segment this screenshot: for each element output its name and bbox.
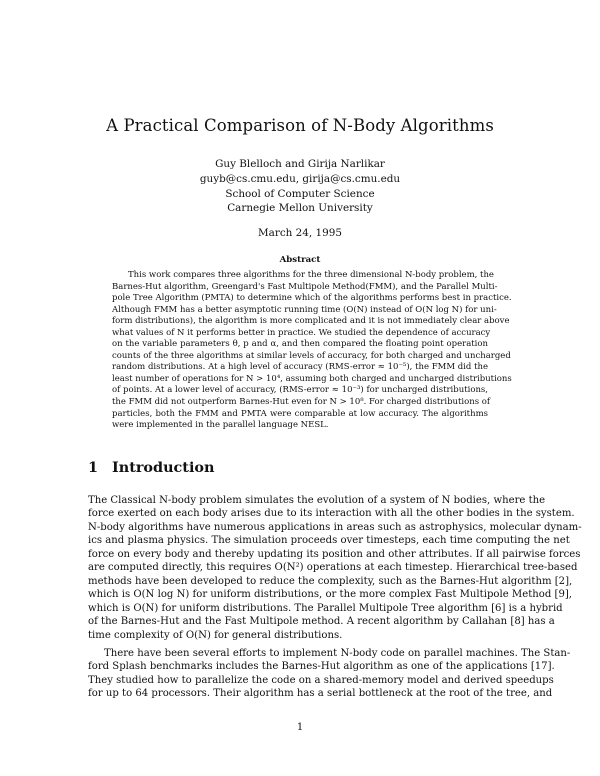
abstract-line: were implemented in the parallel language NESL. [112, 420, 329, 431]
abstract-line: counts of the three algorithms at similar levels of accuracy, for both charged and uncharged [112, 350, 511, 361]
abstract-body [112, 270, 512, 432]
body-line: There have been several efforts to implement N-body code on parallel machines. The Stan- [104, 648, 571, 659]
body-line: N-body algorithms have numerous applications in areas such as astrophysics, molecular dynam- [88, 521, 582, 533]
body-line: ford Splash benchmarks includes the Barnes-Hut algorithm as one of the applications [17]. [88, 661, 555, 673]
author-university: Carnegie Mellon University [227, 202, 373, 215]
abstract-line: least number of operations for N > 10⁴, assuming both charged and uncharged distributions [112, 373, 512, 384]
body-line: time complexity of O(N) for general distributions. [88, 629, 343, 641]
paper-date: March 24, 1995 [258, 227, 342, 239]
body-line: ics and plasma physics. The simulation proceeds over timesteps, each time computing the net [88, 535, 570, 547]
author-school: School of Computer Science [225, 187, 375, 200]
body-line: force exerted on each body arises due to its interaction with all the other bodies in the system. [88, 508, 575, 520]
paper-title: A Practical Comparison of N-Body Algorithms [106, 116, 494, 135]
body-line: of the Barnes-Hut and the Fast Multipole method. A recent algorithm by Callahan [8] has a [88, 616, 555, 628]
page-number: 1 [296, 722, 304, 733]
body-line: which is O(N log N) for uniform distributions, or the more complex Fast Multipole Method [9], [88, 589, 573, 601]
abstract-line: particles, both the FMM and PMTA were comparable at low accuracy. The algorithms [112, 408, 488, 419]
abstract-line: This work compares three algorithms for the three dimensional N-body problem, the [128, 270, 494, 280]
intro-paragraph-2 [88, 647, 571, 701]
intro-paragraph-1 [88, 494, 582, 642]
abstract-line: pole Tree Algorithm (PMTA) to determine which of the algorithms performs best in practice. [112, 293, 512, 304]
abstract-line: Barnes-Hut algorithm, Greengard's Fast Multipole Method(FMM), and the Parallel Multi- [112, 281, 498, 292]
author-block [0, 157, 600, 216]
section-title: Introduction [112, 459, 215, 476]
abstract-line: random distributions. At a high level of accuracy (RMS-error ≈ 10⁻⁵), the FMM did the [112, 362, 488, 373]
body-line: The Classical N-body problem simulates the evolution of a system of N bodies, where the [88, 495, 546, 506]
section-number: 1 [88, 459, 99, 476]
body-line: which is O(N) for uniform distributions. The Parallel Multipole Tree algorithm [6] is a hybrid [88, 602, 563, 614]
body-line: force on every body and thereby updating its position and other attributes. If all pairwise forces [88, 548, 581, 560]
author-emails: guyb@cs.cmu.edu, girija@cs.cmu.edu [199, 172, 401, 185]
abstract-line: of points. At a lower level of accuracy, (RMS-error ≈ 10⁻³) for uncharged distributions, [112, 385, 488, 396]
abstract-line: the FMM did not outperform Barnes-Hut even for N > 10⁸. For charged distributions of [112, 397, 491, 408]
abstract-line: on the variable parameters θ, p and α, and then compared the floating point operation [112, 339, 488, 350]
body-line: methods have been developed to reduce the complexity, such as the Barnes-Hut algorithm [2], [88, 575, 573, 587]
author-names: Guy Blelloch and Girija Narlikar [215, 158, 385, 170]
section-heading [88, 459, 214, 476]
body-line: for up to 64 processors. Their algorithm has a serial bottleneck at the root of the tree, and [88, 688, 553, 700]
abstract-line: form distributions), the algorithm is more complicated and it is not immediately clear above [112, 316, 510, 327]
abstract-heading: Abstract [279, 255, 321, 265]
abstract-line: what values of N it performs better in practice. We studied the dependence of accuracy [112, 327, 491, 338]
body-line: are computed directly, this requires O(N²) operations at each timestep. Hierarchical tree-based [88, 562, 578, 574]
abstract-line: Although FMM has a better asymptotic running time (O(N) instead of O(N log N) for uni- [112, 304, 497, 315]
body-line: They studied how to parallelize the code on a shared-memory model and derived speedups [88, 674, 554, 686]
